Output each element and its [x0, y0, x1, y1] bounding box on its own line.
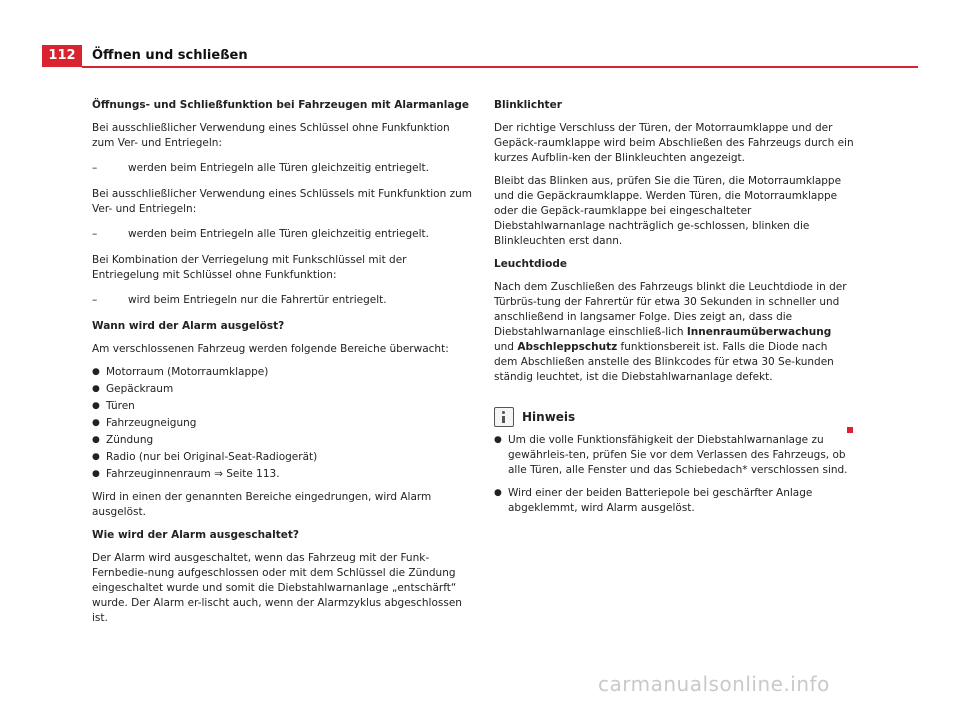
list-item — [92, 467, 472, 482]
list-item — [92, 450, 472, 465]
dash-symbol: – — [92, 228, 98, 240]
bullet-icon: ● — [92, 418, 100, 428]
list-item-text: Fahrzeuginnenraum ⇒ Seite 113. — [106, 468, 280, 480]
paragraph: Bei ausschließlicher Verwendung eines Schlüssel ohne Funkfunktion zum Ver- und Entriegeln: — [92, 122, 450, 149]
note-title: Hinweis — [522, 409, 576, 424]
dash-symbol: – — [92, 162, 98, 174]
note-list — [494, 433, 854, 516]
list-item — [92, 399, 472, 414]
right-column — [494, 98, 854, 524]
list-item — [92, 416, 472, 431]
list-item-text: Fahrzeugneigung — [106, 417, 197, 429]
section-end-marker — [847, 427, 853, 433]
bullet-icon: ● — [494, 435, 502, 445]
list-item — [92, 365, 472, 380]
page-number: 112 — [42, 45, 82, 67]
header-rule — [82, 66, 918, 68]
dash-symbol: – — [92, 294, 98, 306]
list-item-text: Radio (nur bei Original-Seat-Radiogerät) — [106, 451, 318, 463]
list-item — [494, 486, 854, 516]
bullet-icon: ● — [92, 452, 100, 462]
list-item-text: Motorraum (Motorraumklappe) — [106, 366, 269, 378]
list-item-text: Um die volle Funktionsfähigkeit der Diebstahlwarnanlage zu gewährleis-ten, prüfen Sie vor dem Verlassen des Fahrzeugs, ob alle Türen, alle Fenster und das Schiebedach* verschlossen sind. — [508, 434, 848, 476]
section-heading-led: Leuchtdiode — [494, 258, 567, 270]
bullet-icon: ● — [92, 469, 100, 479]
bullet-icon: ● — [92, 401, 100, 411]
list-item — [92, 433, 472, 448]
list-item — [494, 433, 854, 478]
dash-item-text: werden beim Entriegeln alle Türen gleichzeitig entriegelt. — [128, 228, 430, 240]
list-item-text: Türen — [106, 400, 135, 412]
list-item — [92, 382, 472, 397]
paragraph: Der Alarm wird ausgeschaltet, wenn das Fahrzeug mit der Funk-Fernbedie-nung aufgeschlossen oder mit dem Schlüssel die Zündung eingeschaltet wurde und somit die Diebstahlwarnanlage „entschärft“ wurde. Der Alarm er-lischt auch, wenn der Alarmzyklus abgeschlossen ist. — [92, 552, 462, 624]
paragraph: Der richtige Verschluss der Türen, der Motorraumklappe und der Gepäck-raumklappe wird beim Abschließen des Fahrzeugs durch ein kurzes Aufblin-ken der Blinkleuchten angezeigt. — [494, 122, 854, 164]
list-item-text: Wird einer der beiden Batteriepole bei geschärfter Anlage abgeklemmt, wird Alarm ausgelöst. — [508, 487, 813, 514]
term-tow-protection: Abschleppschutz — [517, 341, 618, 353]
bullet-icon: ● — [92, 384, 100, 394]
dash-item — [92, 227, 472, 242]
dash-item-text: wird beim Entriegeln nur die Fahrertür entriegelt. — [128, 294, 387, 306]
section-heading-unlock: Öffnungs- und Schließfunktion bei Fahrzeugen mit Alarmanlage — [92, 99, 470, 111]
paragraph: Bei Kombination der Verriegelung mit Funkschlüssel mit der Entriegelung mit Schlüssel ohne Funkfunktion: — [92, 254, 407, 281]
dash-item — [92, 161, 472, 176]
info-note-icon — [494, 407, 514, 427]
paragraph-text: Nach dem Zuschließen des Fahrzeugs blinkt die Leuchtdiode in der Türbrüs-tung der Fahrertür für etwa 30 Sekunden in schneller und anschließend in langsamer Folge. Dies zeigt an, dass die Diebstahlwarnanlage einschließ-lich — [494, 281, 847, 338]
dash-item — [92, 293, 472, 308]
paragraph: Wird in einen der genannten Bereiche eingedrungen, wird Alarm ausgelöst. — [92, 491, 432, 518]
chapter-title: Öffnen und schließen — [92, 48, 248, 63]
section-heading-alarm-trigger: Wann wird der Alarm ausgelöst? — [92, 320, 285, 332]
dash-item-text: werden beim Entriegeln alle Türen gleichzeitig entriegelt. — [128, 162, 430, 174]
paragraph-text: und — [494, 341, 518, 353]
list-item-text: Zündung — [106, 434, 154, 446]
section-heading-turn-signals: Blinklichter — [494, 99, 562, 111]
paragraph: Bei ausschließlicher Verwendung eines Schlüssels mit Funkfunktion zum Ver- und Entriegeln: — [92, 188, 472, 215]
bullet-icon: ● — [92, 367, 100, 377]
list-item-text: Gepäckraum — [106, 383, 174, 395]
monitored-areas-list — [92, 365, 472, 482]
paragraph-text: funktionsbereit ist. Falls die Diode nach dem Abschließen anstelle des Blinkcodes für etwa 30 Se-kunden ständig leuchtet, ist die Diebstahlwarnanlage defekt. — [494, 341, 834, 383]
paragraph: Bleibt das Blinken aus, prüfen Sie die Türen, die Motorraumklappe und die Gepäckraumklappe. Werden Türen, die Motorraumklappe oder die Gepäck-raumklappe bei eingeschalteter Diebstahlwarnanlage nachträglich ge-schlossen, blinken die Blinkleuchten erst dann. — [494, 175, 842, 247]
note-header — [494, 407, 854, 427]
paragraph — [494, 280, 854, 385]
section-heading-alarm-off: Wie wird der Alarm ausgeschaltet? — [92, 529, 299, 541]
left-column — [92, 98, 472, 634]
paragraph: Am verschlossenen Fahrzeug werden folgende Bereiche überwacht: — [92, 343, 449, 355]
term-interior-monitoring: Innenraumüberwachung — [686, 326, 832, 338]
bullet-icon: ● — [92, 435, 100, 445]
bullet-icon: ● — [494, 488, 502, 498]
watermark: carmanualsonline.info — [598, 672, 830, 696]
